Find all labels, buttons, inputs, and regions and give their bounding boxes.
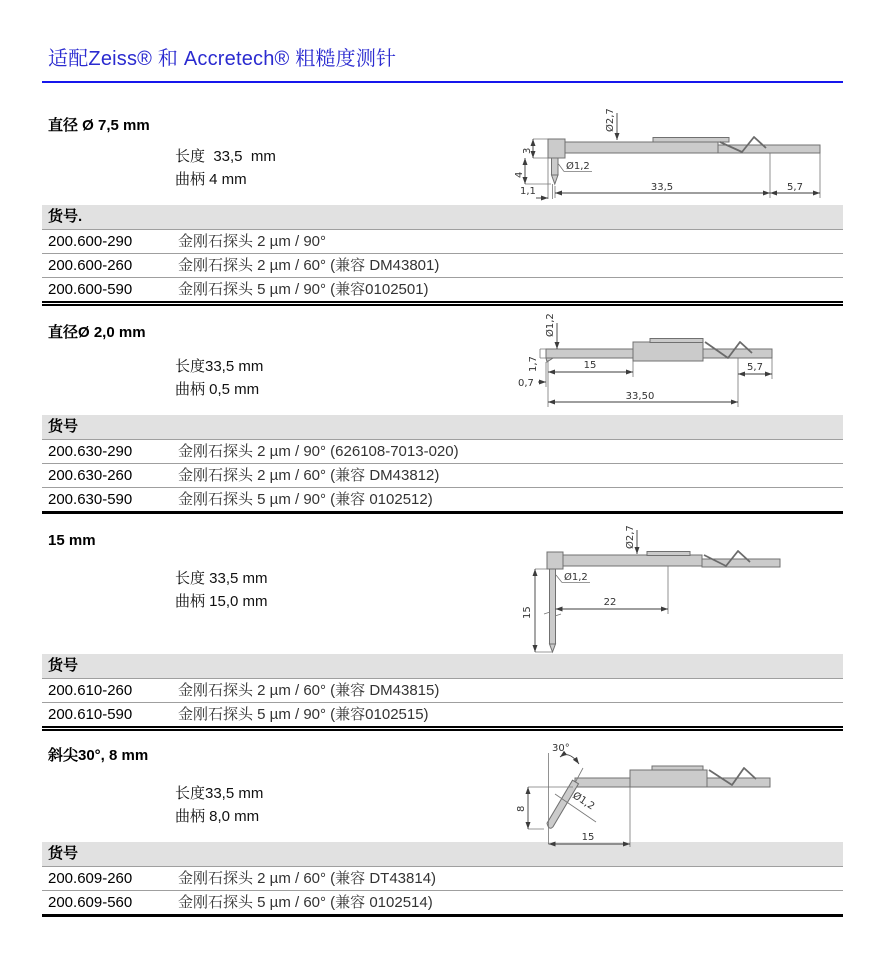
part-number: 200.600-590 (48, 281, 133, 298)
dim-label: 8 (516, 805, 527, 812)
technical-drawing (480, 516, 880, 666)
dim-label: Ø2,7 (625, 525, 636, 549)
part-number: 200.609-560 (48, 894, 133, 911)
part-number: 200.630-590 (48, 491, 133, 508)
part-number: 200.630-260 (48, 467, 133, 484)
part-description: 金刚石探头 5 µm / 90° (兼容0102501) (178, 281, 429, 298)
section-heading: 斜尖30°, 8 mm (48, 747, 149, 764)
part-number: 200.609-260 (48, 870, 133, 887)
table-header: 货号 (42, 654, 843, 678)
technical-drawing (480, 101, 880, 211)
spec-length: 长度33,5 mm (175, 785, 264, 802)
section-angled-30deg-8mm (42, 744, 843, 917)
page-title: 适配Zeiss® 和 Accretech® 粗糙度测针 (48, 48, 397, 70)
stylus-drawing-15mm (480, 516, 880, 661)
table-header: 货号 (42, 842, 843, 866)
title-block (42, 42, 843, 83)
table-row (42, 439, 843, 463)
stylus-drawing-30deg (480, 727, 880, 847)
table-row (42, 277, 843, 301)
section-heading: 直径 Ø 7,5 mm (48, 117, 150, 134)
part-description: 金刚石探头 5 µm / 90° (兼容0102515) (178, 706, 429, 723)
section-15mm (42, 525, 843, 731)
dim-label: 3 (522, 147, 533, 154)
section-heading: 直径Ø 2,0 mm (48, 324, 146, 341)
part-number: 200.600-290 (48, 233, 133, 250)
technical-drawing (480, 309, 880, 419)
part-description: 金刚石探头 2 µm / 60° (兼容 DM43812) (178, 467, 440, 484)
table-header: 货号. (42, 205, 843, 229)
table-row (42, 463, 843, 487)
dim-label: 15 (583, 360, 597, 371)
part-table (42, 415, 843, 514)
part-description: 金刚石探头 2 µm / 90° (178, 233, 327, 250)
dim-label: Ø1,2 (545, 313, 556, 337)
spec-crank: 曲柄 15,0 mm (175, 593, 268, 610)
section-dia-7-5mm (42, 108, 843, 306)
spec-crank: 曲柄 8,0 mm (175, 808, 260, 825)
spec-block (175, 355, 263, 401)
spec-block (175, 782, 263, 828)
spec-block (175, 145, 276, 191)
dim-label: Ø2,7 (605, 108, 616, 132)
dim-label: 5,7 (787, 182, 803, 193)
part-number: 200.610-260 (48, 682, 133, 699)
dim-label: Ø1,2 (570, 790, 597, 813)
dim-label: 1,7 (528, 356, 539, 372)
spec-block (175, 567, 268, 613)
dim-label: Ø1,2 (566, 161, 590, 172)
dim-label: 1,1 (520, 186, 536, 197)
table-row (42, 890, 843, 914)
technical-drawing (480, 727, 880, 852)
table-row (42, 487, 843, 511)
spec-length: 长度 33,5 mm (175, 570, 268, 587)
dim-label: 33,5 (650, 182, 674, 193)
part-table (42, 205, 843, 306)
part-description: 金刚石探头 2 µm / 60° (兼容 DT43814) (178, 870, 437, 887)
spec-crank: 曲柄 4 mm (175, 171, 247, 188)
spec-length: 长度 33,5 mm (175, 148, 276, 165)
part-description: 金刚石探头 5 µm / 60° (兼容 0102514) (178, 894, 433, 911)
table-row (42, 702, 843, 726)
dim-label: 15 (581, 832, 595, 843)
part-description: 金刚石探头 2 µm / 60° (兼容 DM43801) (178, 257, 440, 274)
table-header: 货号 (42, 415, 843, 439)
part-number: 200.610-590 (48, 706, 133, 723)
table-row (42, 678, 843, 702)
stylus-drawing-7-5mm (480, 101, 880, 206)
dim-label: 33,50 (625, 391, 655, 402)
dim-label: 5,7 (747, 362, 763, 373)
table-row (42, 866, 843, 890)
spec-crank: 曲柄 0,5 mm (175, 381, 260, 398)
part-description: 金刚石探头 5 µm / 90° (兼容 0102512) (178, 491, 433, 508)
dim-label: 30° (552, 743, 570, 754)
part-number: 200.630-290 (48, 443, 133, 460)
section-heading: 15 mm (48, 532, 96, 549)
part-description: 金刚石探头 2 µm / 90° (626108-7013-020) (178, 443, 459, 460)
stylus-drawing-2-0mm (480, 309, 880, 414)
dim-label: 0,7 (518, 378, 534, 389)
table-row (42, 253, 843, 277)
part-table (42, 842, 843, 917)
table-row (42, 229, 843, 253)
dim-label: 15 (522, 606, 533, 619)
dim-label: Ø1,2 (564, 572, 588, 583)
part-description: 金刚石探头 2 µm / 60° (兼容 DM43815) (178, 682, 440, 699)
spec-length: 长度33,5 mm (175, 358, 264, 375)
part-number: 200.600-260 (48, 257, 133, 274)
dim-label: 4 (514, 171, 525, 178)
dim-label: 22 (603, 597, 617, 608)
section-dia-2-0mm (42, 313, 843, 514)
